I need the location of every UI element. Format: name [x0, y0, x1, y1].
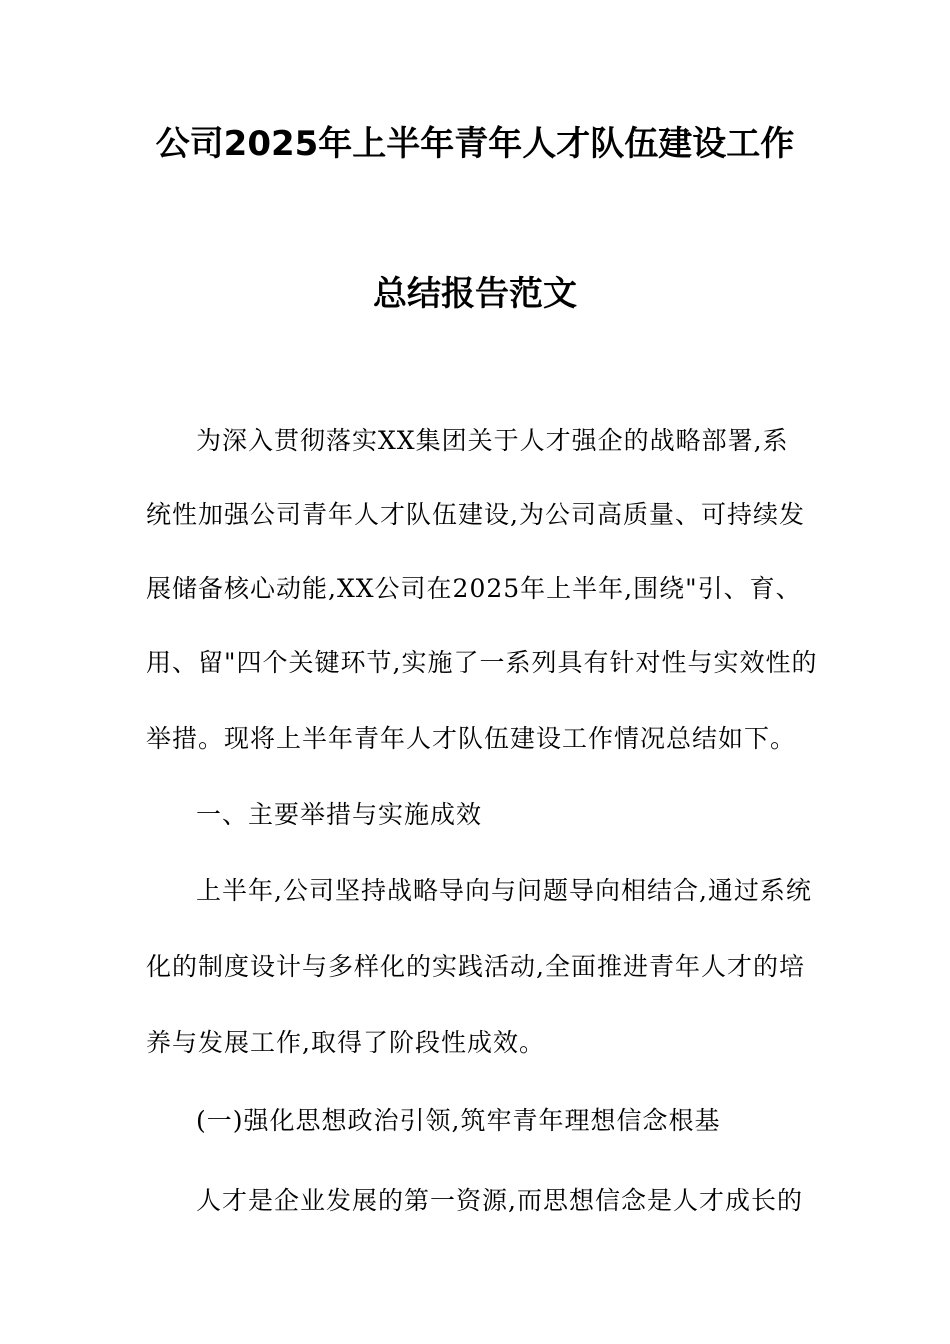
- subsection-1-heading: (一)强化思想政治引领,筑牢青年理想信念根基: [196, 1106, 721, 1135]
- paragraph-2-line-3: 养与发展工作,取得了阶段性成效。: [146, 1028, 545, 1057]
- paragraph-2-line-2: 化的制度设计与多样化的实践活动,全面推进青年人才的培: [146, 952, 805, 981]
- section-1-heading: 一、主要举措与实施成效: [196, 800, 483, 829]
- paragraph-1-line-2: 统性加强公司青年人才队伍建设,为公司高质量、可持续发: [146, 500, 805, 529]
- paragraph-2-line-1: 上半年,公司坚持战略导向与问题导向相结合,通过系统: [196, 876, 812, 905]
- paragraph-1-line-4: 用、留"四个关键环节,实施了一系列具有针对性与实效性的: [146, 648, 818, 677]
- document-title-line-2: 总结报告范文: [373, 274, 577, 314]
- paragraph-1-line-5: 举措。现将上半年青年人才队伍建设工作情况总结如下。: [146, 724, 797, 753]
- paragraph-3-line-1: 人才是企业发展的第一资源,而思想信念是人才成长的: [196, 1186, 803, 1215]
- paragraph-1-line-1: 为深入贯彻落实XX集团关于人才强企的战略部署,系: [196, 426, 789, 455]
- paragraph-1-line-3: 展储备核心动能,XX公司在2025年上半年,围绕"引、育、: [146, 574, 802, 603]
- document-title-line-1: 公司2025年上半年青年人才队伍建设工作: [155, 124, 795, 164]
